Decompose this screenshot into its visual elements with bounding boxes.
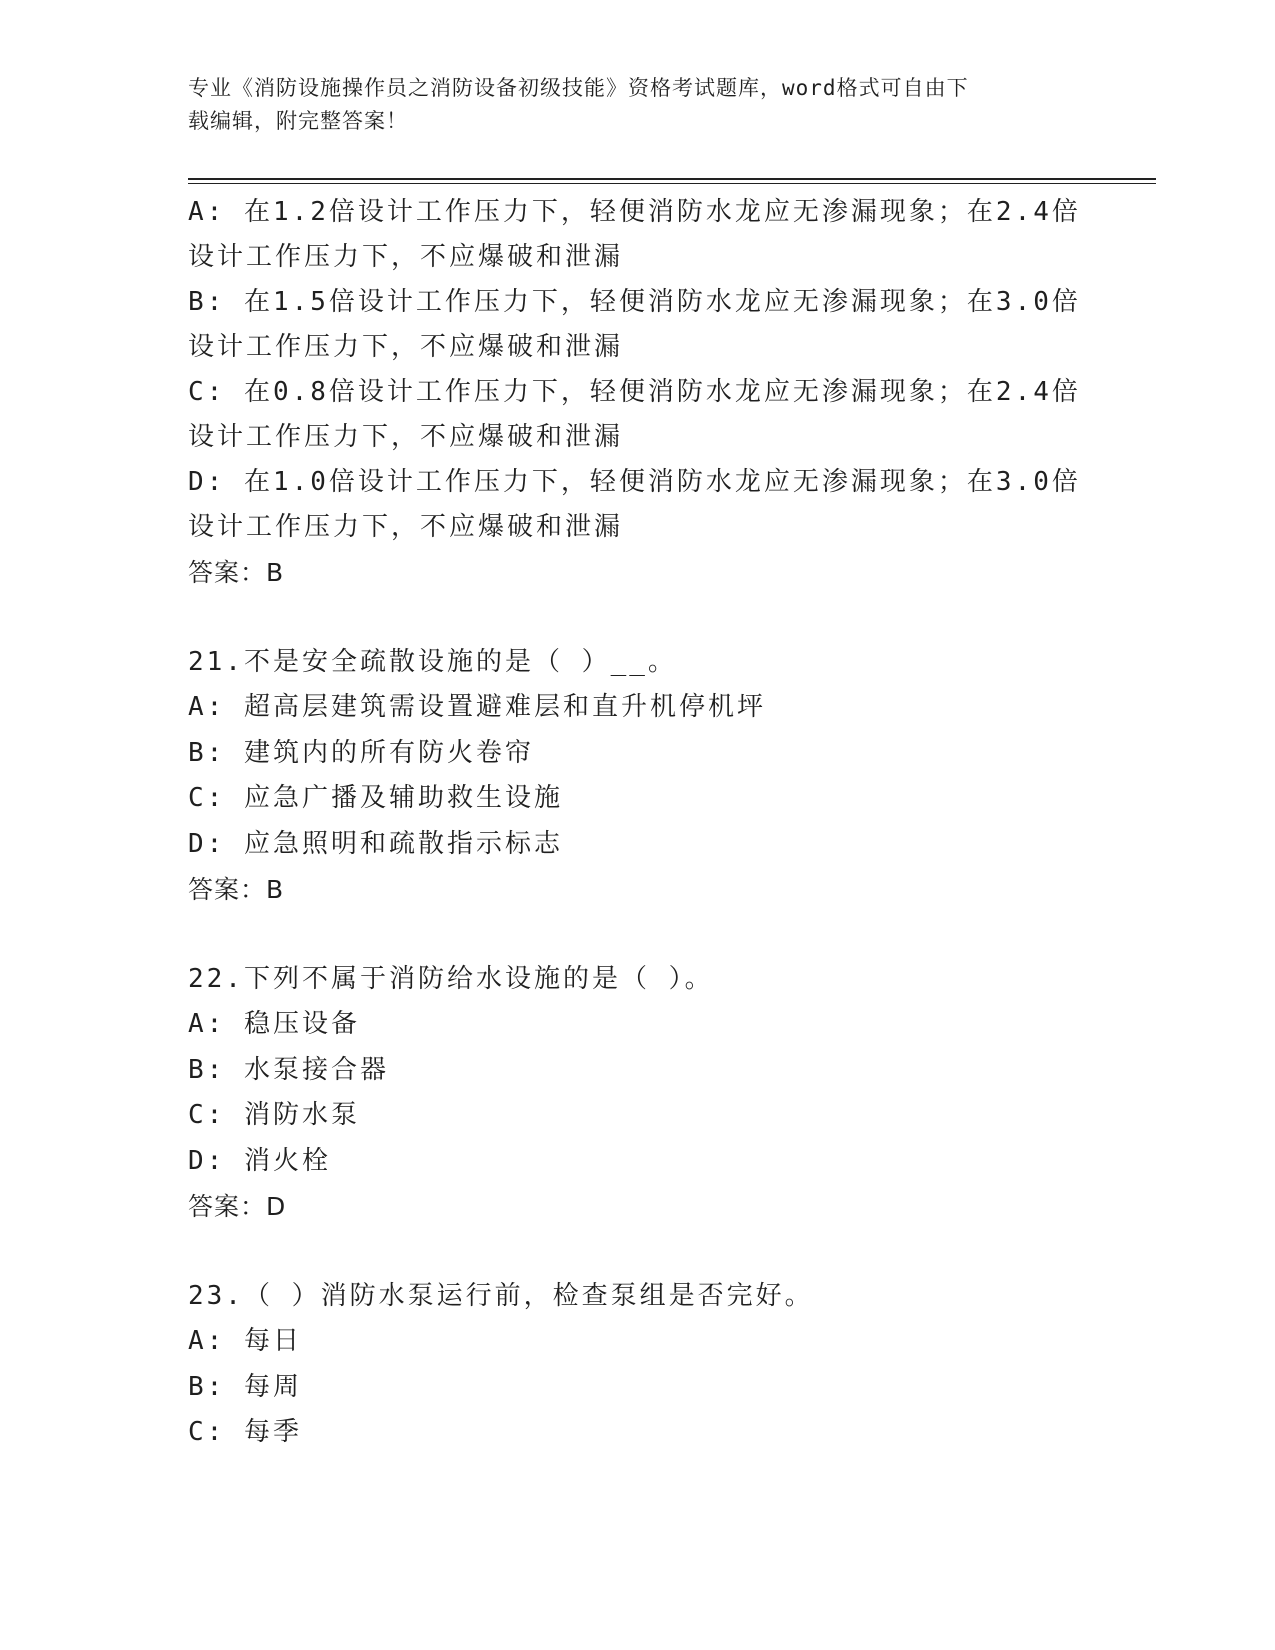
question-22 [188, 957, 1088, 1229]
option-b: B: 建筑内的所有防火卷帘 [188, 737, 534, 768]
spacer [188, 1229, 1088, 1274]
answer-21: 答案：B [188, 875, 285, 904]
header-line-1: 专业《消防设施操作员之消防设备初级技能》资格考试题库，word格式可自由下 [188, 76, 969, 100]
question-stem-21: 21.不是安全疏散设施的是（ ）__。 [188, 647, 677, 677]
question-23 [188, 1274, 1088, 1456]
option-a-line-2: 设计工作压力下，不应爆破和泄漏 [188, 242, 624, 272]
option-d: D: 应急照明和疏散指示标志 [188, 828, 563, 859]
answer-22: 答案：D [188, 1192, 287, 1221]
option-a: A: 每日 [188, 1326, 302, 1356]
option-b-line-1: B: 在1.5倍设计工作压力下，轻便消防水龙应无渗漏现象；在3.0倍 [188, 287, 1081, 317]
question-stem-22: 22.下列不属于消防给水设施的是（ ）。 [188, 964, 714, 994]
question-20 [188, 190, 1088, 595]
option-a: A: 稳压设备 [188, 1009, 360, 1039]
option-c-line-1: C: 在0.8倍设计工作压力下，轻便消防水龙应无渗漏现象；在2.4倍 [188, 377, 1081, 407]
option-d-line-1: D: 在1.0倍设计工作压力下，轻便消防水龙应无渗漏现象；在3.0倍 [188, 467, 1081, 497]
option-c-line-2: 设计工作压力下，不应爆破和泄漏 [188, 422, 624, 452]
option-b: B: 每周 [188, 1371, 302, 1402]
option-a-line-1: A: 在1.2倍设计工作压力下，轻便消防水龙应无渗漏现象；在2.4倍 [188, 197, 1081, 227]
option-c: C: 每季 [188, 1417, 302, 1447]
document-header [188, 72, 1088, 138]
option-b-line-2: 设计工作压力下，不应爆破和泄漏 [188, 332, 624, 362]
question-21 [188, 640, 1088, 912]
question-list [188, 190, 1088, 1456]
header-rule-thin [188, 183, 1156, 184]
header-line-2: 载编辑，附完整答案！ [188, 109, 408, 133]
option-c: C: 应急广播及辅助救生设施 [188, 783, 563, 813]
answer-20: 答案：B [188, 558, 285, 587]
question-stem-23: 23.（ ）消防水泵运行前，检查泵组是否完好。 [188, 1281, 814, 1311]
spacer [188, 912, 1088, 957]
option-d: D: 消火栓 [188, 1145, 331, 1176]
option-b: B: 水泵接合器 [188, 1054, 389, 1085]
option-c: C: 消防水泵 [188, 1100, 360, 1130]
spacer [188, 595, 1088, 640]
option-a: A: 超高层建筑需设置避难层和直升机停机坪 [188, 692, 766, 722]
option-d-line-2: 设计工作压力下，不应爆破和泄漏 [188, 512, 624, 542]
header-rule-thick [188, 178, 1156, 180]
